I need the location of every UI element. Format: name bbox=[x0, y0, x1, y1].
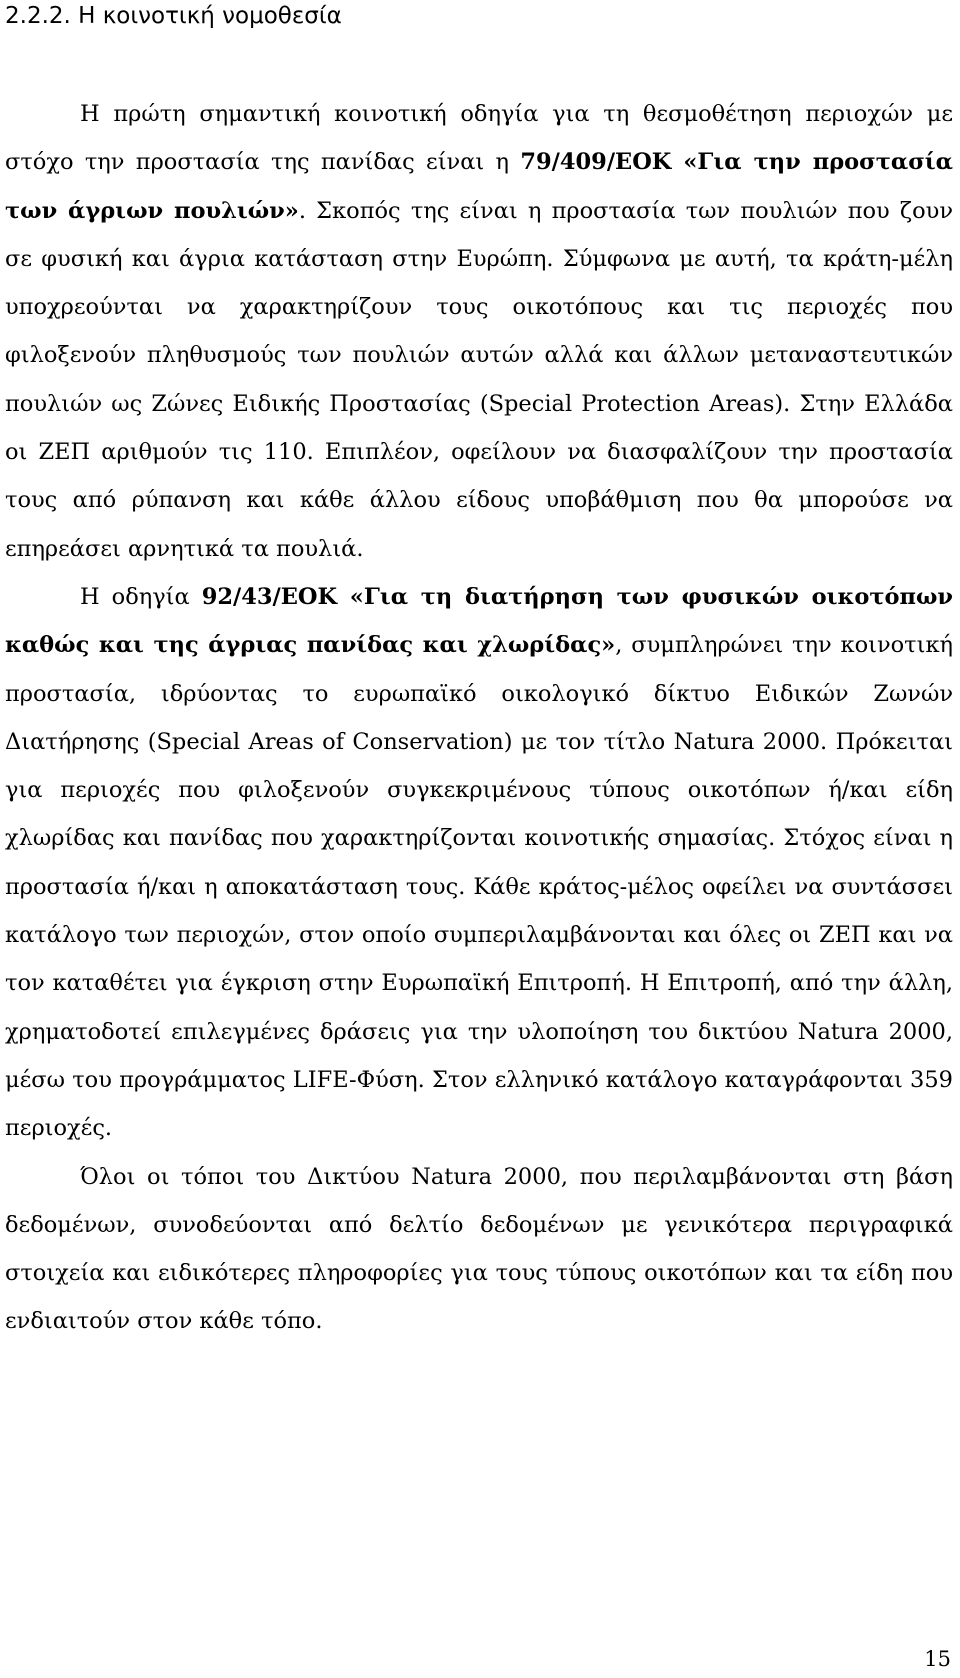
paragraph-1-run: Η πρώτη σημαντική κοινοτική οδηγία για τη θεσμοθέτηση περιοχών με στόχο την προστασία της πανίδας είναι η bbox=[5, 101, 953, 176]
directive-92-43-title: 92/43/ΕΟΚ «Για τη διατήρηση των φυσικών οικοτόπων καθώς και της άγριας πανίδας και χλωρίδας» bbox=[5, 583, 953, 659]
directive-79-409-title: 79/409/ΕΟΚ «Για την προστασία των άγριων πουλιών» bbox=[5, 149, 953, 224]
body-text bbox=[5, 90, 953, 1346]
paragraph-1-run: . Σκοπός της είναι η προστασία των πουλιών που ζουν σε φυσική και άγρια κατάσταση στην Ευρώπη. Σύμφωνα με αυτή, τα κράτη-μέλη υποχρεούνται να χαρακτηρίζουν τους οικοτόπους και τις περιοχές που φιλοξενούν πληθυσμούς των πουλιών αυτών αλλά και άλλων μεταναστευτικών πουλιών ως Ζώνες Ειδικής Προστασίας (Special Protection Areas). Στην Ελλάδα οι ΖΕΠ αριθμούν τις 110. Επιπλέον, οφείλουν να διασφαλίζουν την προστασία τους από ρύπανση και κάθε άλλου είδους υποβάθμιση που θα μπορούσε να επηρεάσει αρνητικά τα πουλιά. bbox=[5, 197, 953, 562]
paragraph-3 bbox=[5, 1153, 953, 1346]
paragraph-3-run: Όλοι οι τόποι του Δικτύου Natura 2000, που περιλαμβάνονται στη βάση δεδομένων, συνοδεύονται από δελτίο δεδομένων με γενικότερα περιγραφικά στοιχεία και ειδικότερες πληροφορίες για τους τύπους οικοτόπων και τα είδη που ενδιαιτούν στον κάθε τόπο. bbox=[5, 1163, 953, 1335]
paragraph-2-run: , συμπληρώνει την κοινοτική προστασία, ιδρύοντας το ευρωπαϊκό οικολογικό δίκτυο Ειδικών Ζωνών Διατήρησης (Special Areas of Conservation) με τον τίτλο Natura 2000. Πρόκειται για περιοχές που φιλοξενούν συγκεκριμένους τύπους οικοτόπων ή/και είδη χλωρίδας και πανίδας που χαρακτηρίζονται κοινοτικής σημασίας. Στόχος είναι η προστασία ή/και η αποκατάσταση τους. Κάθε κράτος-μέλος οφείλει να συντάσσει κατάλογο των περιοχών, στον οποίο συμπεριλαμβάνονται και όλες οι ΖΕΠ και να τον καταθέτει για έγκριση στην Ευρωπαϊκή Επιτροπή. Η Επιτροπή, από την άλλη, χρηματοδοτεί επιλεγμένες δράσεις για την υλοποίηση του δικτύου Natura 2000, μέσω του προγράμματος LIFE-Φύση. Στον ελληνικό κατάλογο καταγράφονται 359 περιοχές. bbox=[5, 632, 953, 1142]
section-heading: 2.2.2. Η κοινοτική νομοθεσία bbox=[5, 3, 342, 29]
paragraph-1 bbox=[5, 90, 953, 573]
paragraph-2-run: Η οδηγία bbox=[80, 583, 202, 610]
page-number: 15 bbox=[924, 1647, 951, 1671]
paragraph-2 bbox=[5, 573, 953, 1153]
